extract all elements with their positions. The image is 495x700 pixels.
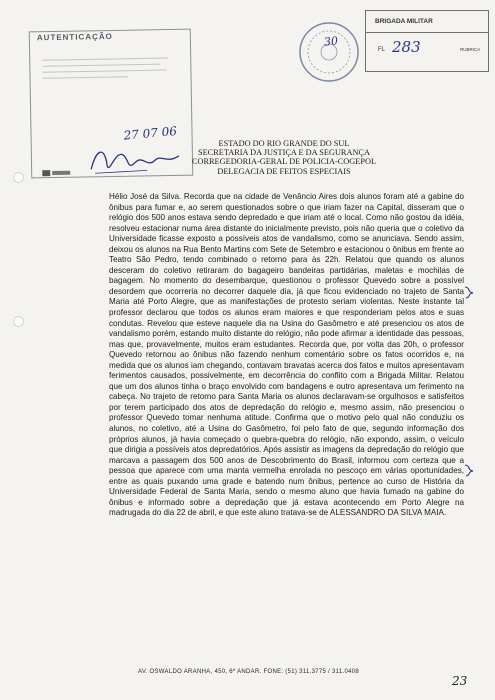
testimony-paragraph: Hélio José da Silva. Recorda que na cidade de Venâncio Aires dois alunos foram até a gabine do ônibus para fumar e, ao serem questionados sobre o que iriam fazer na Capital, disseram que o relógio dos 500 anos estava sendo depredado e que iriam até o local. Como não gostou da idéia, resolveu estacionar numa área distante do inicialmente previsto, pois não queria que o coletivo da Universidade ficasse exposto a possíveis atos de vandalismo, como se anunciava. Sendo assim, deixou os alunos na Rua Bento Martins com Sete de Setembro e estacionou o ônibus em frente ao Teatro São Pedro, tendo combinado o retorno para às 22h. Relatou que quando os alunos desceram do coletivo retiraram do bagageiro bandeiras partidárias, maletas e mochilas de bagagem. No momento do desembarque, questionou o professor Quevedo sobre a possível desordem que ocorreria no decorrer daquele dia, já que ficou evidenciado no trajeto de Santa Maria até Porto Alegre, que as manifestações de protesto seriam violentas. Neste instante tal professor declarou que todos os alunos eram maiores e que responderiam pelos atos e suas condutas. Revelou que esteve naquele dia na Usina do Gasômetro e até presenciou os atos de vandalismo porém, estando muito distante do relógio, não pode afirmar a identidade das pessoas, mas que, provavelmente, muitos eram estudantes. Recorda que, por volta das 20h, o professor Quevedo retornou ao ônibus não fazendo nenhum comentário sobre os fatos ocorridos e, na medida que os alunos iam chegando, contavam bravatas acerca dos fatos e muitos apresentavam ferimentos causados, possivelmente, em decorrência do conflito com a Brigada Militar. Relatou que um dos alunos tinha o braço envolvido com bandagens e outro apresentava um ferimento na cabeça. No trajeto de retorno para Santa Maria os alunos declaravam-se orgulhosos e satisfeitos por terem participado dos atos de depredação do relógio e, mesmo assim, não presenciou o professor Quevedo tomar nenhuma atitude. Confirma que o motivo pelo qual não conduziu os alunos, no coletivo, até a Usina do Gasômetro, foi pelo fato de que, segundo informação dos próprios alunos, já havia começado o quebra-quebra do relógio, não expondo, assim, o veículo que dirigia a possíveis atos depredatórios. Após assistir as imagens da depredação do relógio que marcava a passagem dos 500 anos de Descobrimento do Brasil, informou com certeza que a pessoa que aparece com uma manta vermelha enrolada no pescoço em várias oportunidades, entre as quais puxando uma grade e batendo num ônibus, pertence ao curso de História da Universidade Federal de Santa Maria, sendo o mesmo aluno que havia fumado na gabine do ônibus e informado sobre a depredação que já estava acontecendo em Porto Alegre na madrugada do dia 22 de abril, e que este aluno tratava-se de ALESSANDRO DA SILVA MAIA. — [109, 192, 464, 518]
heading-secretariat: SECRETARIA DA JUSTIÇA E DA SEGURANÇA — [198, 148, 370, 158]
seal-handwritten-number: 30 — [323, 34, 339, 49]
brigada-box-page-number: 283 — [392, 38, 421, 56]
authentication-date: 27 07 06 — [123, 124, 178, 143]
brigada-box-header: BRIGADA MILITAR — [366, 11, 488, 33]
document-heading — [184, 139, 384, 176]
footer-address: AV. OSWALDO ARANHA, 450, 6º ANDAR. FONE: (51) 311.3775 / 311.0408 — [138, 669, 360, 675]
margin-check-mark-icon — [463, 284, 477, 300]
heading-corregedoria: CORREGEDORIA-GERAL DE POLICIA-COGEPOL — [191, 157, 377, 167]
official-seal-icon — [297, 20, 361, 84]
handwritten-page-number: 23 — [452, 674, 468, 688]
margin-check-mark-icon — [463, 462, 477, 478]
heading-state: ESTADO DO RIO GRANDE DO SUL — [218, 139, 350, 148]
punch-hole-bottom — [13, 316, 24, 327]
authentication-stamp — [29, 29, 194, 179]
brigada-militar-box — [365, 10, 489, 72]
signature-icon — [87, 140, 188, 178]
stamp-small-logo-icon — [42, 169, 72, 178]
punch-hole-top — [13, 172, 24, 183]
stamp-faint-text — [38, 52, 179, 114]
brigada-box-rubrica-label: RUBRICA — [460, 47, 481, 52]
heading-delegacia: DELEGACIA DE FEITOS ESPECIAIS — [217, 166, 351, 176]
authentication-stamp-title: AUTENTICAÇÃO — [34, 32, 116, 42]
brigada-box-fl-label: FL — [378, 47, 386, 53]
